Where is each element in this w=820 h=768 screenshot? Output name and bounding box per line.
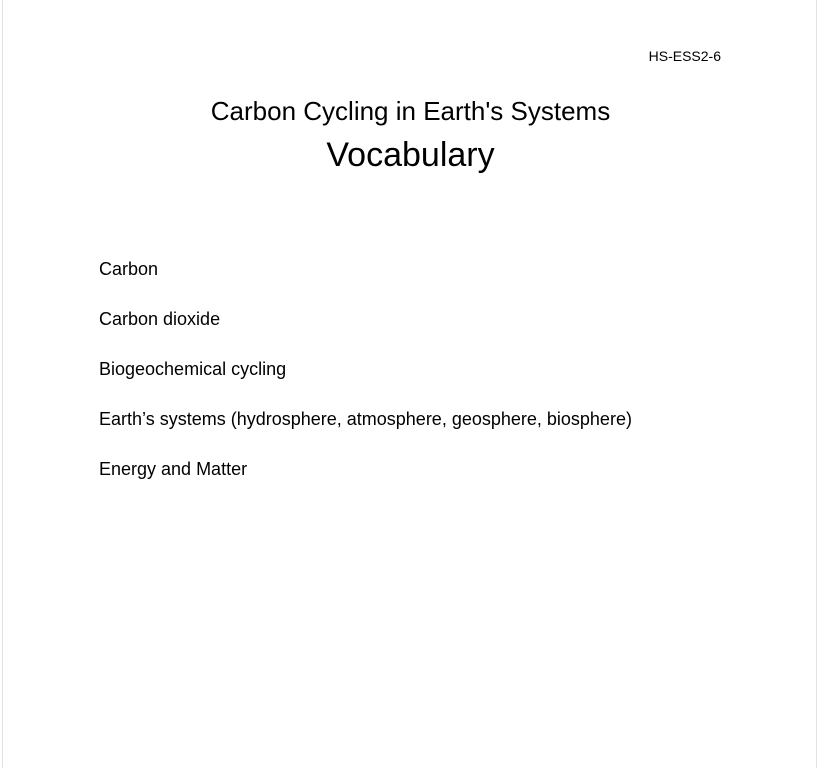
page-subtitle: Vocabulary (326, 136, 495, 174)
vocabulary-item-earths-systems: Earth’s systems (hydrosphere, atmosphere, geosphere, biosphere) (99, 409, 632, 429)
vocabulary-item-energy-and-matter: Energy and Matter (99, 459, 248, 479)
page-title: Carbon Cycling in Earth's Systems (210, 96, 611, 126)
vocabulary-item-biogeochemical-cycling: Biogeochemical cycling (99, 359, 287, 379)
vocabulary-list (99, 258, 632, 508)
vocabulary-item-carbon: Carbon (99, 259, 159, 279)
document-page (2, 0, 817, 768)
standard-code: HS-ESS2-6 (648, 48, 721, 64)
vocabulary-item-carbon-dioxide: Carbon dioxide (99, 309, 221, 329)
